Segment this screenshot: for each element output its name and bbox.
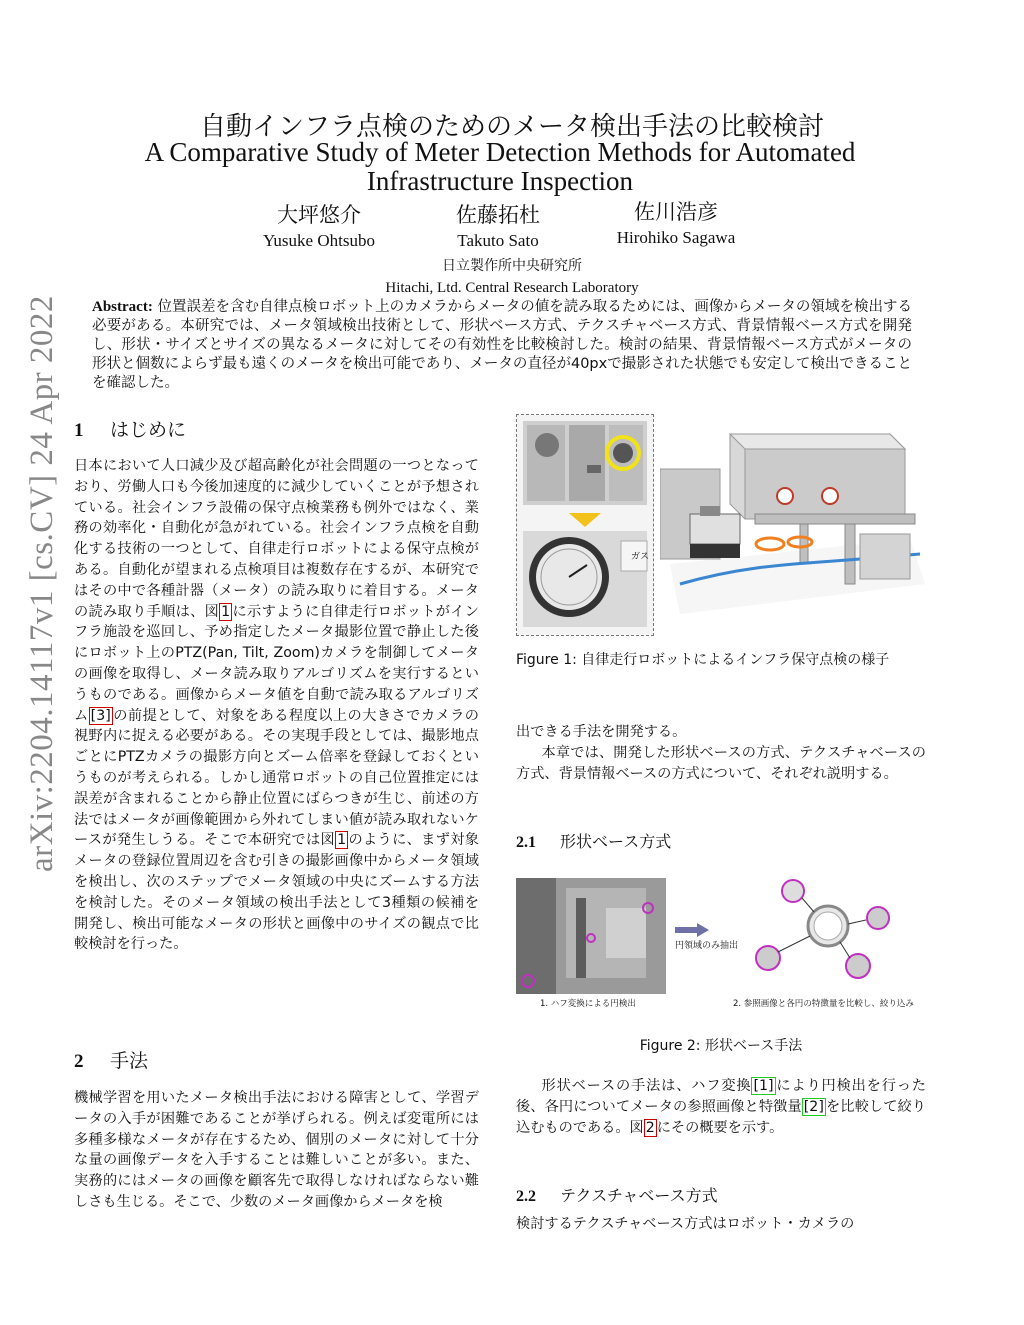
fig1-ref-link[interactable]: 1	[221, 603, 231, 620]
figure-1-inset-photo	[517, 415, 653, 635]
gas-label: ガス	[631, 552, 650, 562]
title-english: A Comparative Study of Meter Detection Methods for Automated Infrastructure Inspection	[144, 137, 856, 196]
ref-1-link[interactable]: [1]	[753, 1078, 774, 1094]
section-2-2-title: テクスチャベース方式	[560, 1186, 718, 1205]
affiliation-en: Hitachi, Ltd. Central Research Laboratory	[385, 280, 639, 296]
abstract-label: Abstract:	[92, 299, 153, 315]
s21-text-c: を比較して絞り込むものである。図	[516, 1098, 926, 1136]
figure-1-caption: Figure 1: 自律走行ロボットによるインフラ保守点検の様子	[516, 652, 890, 668]
section-2-overview: 本章では、開発した形状ベースの方式、テクスチャベースの方式、背景情報ベースの方式について、それぞれ説明する。	[516, 745, 926, 782]
section-2-2-number: 2.2	[516, 1188, 536, 1205]
author-2-en: Takuto Sato	[457, 231, 539, 250]
figure-2-step-1: 1. ハフ変換による円検出	[540, 999, 636, 1009]
arrow-label: 円領域のみ抽出	[675, 941, 739, 951]
author-3-en: Hirohiko Sagawa	[616, 228, 736, 247]
author-2	[398, 200, 598, 252]
figure-2-input-photo	[516, 878, 666, 994]
feature-comparison-diagram	[748, 878, 908, 994]
author-1-en: Yusuke Ohtsubo	[263, 231, 375, 250]
section-2-1-heading	[516, 829, 671, 852]
section-2-2-body: 検討するテクスチャベース方式はロボット・カメラの	[516, 1216, 855, 1232]
author-1-jp: 大坪悠介	[277, 203, 361, 227]
ref-2-link[interactable]: [2]	[803, 1098, 824, 1115]
abstract	[92, 298, 912, 393]
ref-3-link[interactable]: [3]	[90, 707, 111, 724]
s21-text-d: にその概要を示す。	[656, 1119, 784, 1136]
section-2-1-number: 2.1	[516, 834, 536, 851]
abstract-text: 位置誤差を含む自律点検ロボット上のカメラからメータの値を読み取るためには、画像からメータの領域を検出する必要がある。本研究では、メータ領域検出技術として、形状ベース方式、テクスチャベース方式、背景情報ベース方式を開発し、形状・サイズとサイズの異なるメータに対してその有効性を比較検討した。検討の結果、背景情報ベース方式がメータの形状と個数によらず最も遠くのメータを検出可能であり、メータの直径が40pxで撮影された状態でも安定して検出できることを確認した。	[92, 299, 913, 391]
figure-2-step-2: 2. 参照画像と各円の特徴量を比較し、絞り込み	[733, 999, 914, 1009]
title-japanese: 自動インフラ点検のためのメータ検出手法の比較検討	[199, 112, 824, 142]
s21-text-b: により円検出を行った後、各円についてメータの参照画像と特徴量	[516, 1078, 926, 1115]
author-2-jp: 佐藤拓杜	[456, 203, 540, 227]
figure-2-caption: Figure 2: 形状ベース手法	[639, 1038, 803, 1054]
fig1-ref-link-2[interactable]: 1	[337, 832, 347, 849]
s21-text-a: 形状ベースの手法は、ハフ変換	[541, 1078, 752, 1094]
section-2-2-heading	[516, 1183, 718, 1206]
robot-diagram-illustration	[660, 414, 925, 634]
author-1	[219, 200, 419, 252]
s1-text-d: のように、まず対象メータの登録位置周辺を含む引きの撮影画像中からメータ領域を検出し、次のステップでメータ領域の中央にズームする方法を検討した。そのメータ領域の検出手法として3種類の候補を開発し、検出可能なメータの形状と画像中のサイズの観点で比較検討を行った。	[74, 832, 479, 953]
figure-1-robot-diagram	[660, 414, 925, 634]
s1-text-c: の前提として、対象をある程度以上の大きさでカメラの視野内に捉える必要がある。その実現手段としては、撮影地点ごとにPTZカメラの撮影方向とズーム倍率を登録しておくというものが考えられる。しかし通常ロボットの自己位置推定には誤差が含まれることから静止位置にばらつきが生じ、前述の方法ではメータが画像範囲から外れてしまい値が読み取れないケースが発生しうる。そこで本研究では図	[74, 707, 479, 849]
arxiv-stamp: arXiv:2204.14117v1 [cs.CV] 24 Apr 2022	[24, 295, 60, 872]
section-2-number: 2	[74, 1051, 84, 1072]
author-3	[576, 197, 776, 249]
figure-2-comparison	[748, 878, 908, 994]
section-2-heading	[74, 1046, 148, 1073]
section-2-1-body	[516, 1076, 926, 1138]
section-1-number: 1	[74, 420, 84, 441]
s1-text-a: 日本において人口減少及び超高齢化が社会問題の一つとなっており、労働人口も今後加速度的に減少していくことが予想されている。社会インフラ設備の保守点検業務も例外ではなく、業務の効率化・自動化が急がれている。社会インフラ点検を自動化する技術の一つとして、自律走行ロボットによる保守点検がある。自動化が望まれる点検項目は複数存在するが、本研究ではその中で各種計器（メータ）の読み取りに着目する。メータの読み取り手順は、図	[74, 458, 479, 620]
section-1-title: はじめに	[110, 419, 187, 441]
section-2-continued: 出できる手法を開発する。	[516, 724, 687, 740]
hough-input-image	[516, 878, 666, 994]
section-2-title: 手法	[110, 1050, 149, 1072]
affiliation	[0, 255, 1024, 299]
affiliation-jp: 日立製作所中央研究所	[442, 258, 582, 274]
section-2-1-title: 形状ベース方式	[560, 832, 672, 851]
author-3-jp: 佐川浩彦	[634, 200, 718, 224]
fig2-ref-link[interactable]: 2	[645, 1119, 655, 1136]
section-1-heading	[74, 415, 186, 442]
section-1-body	[74, 456, 479, 955]
figure-1-inset	[516, 414, 654, 636]
section-2-body: 機械学習を用いたメータ検出手法における障害として、学習データの入手が困難であることが挙げられる。例えば変電所には多種多様なメータが存在するため、個別のメータに対して十分な量の画像データを入手することは難しいことが多い。また、実務的にはメータの画像を顧客先で取得しなければならない難しさも生じる。そこで、少数のメータ画像からメータを検	[74, 1090, 479, 1210]
s1-text-b: に示すように自律走行ロボットがインフラ施設を巡回し、予め指定したメータ撮影位置で静止した後にロボット上のPTZ(Pan, Tilt, Zoom)カメラを制御してメータの画像を取得し、メータ読み取りアルゴリズムを実行するというものである。画像からメータ値を自動で読み取るアルゴリズム	[74, 603, 479, 724]
